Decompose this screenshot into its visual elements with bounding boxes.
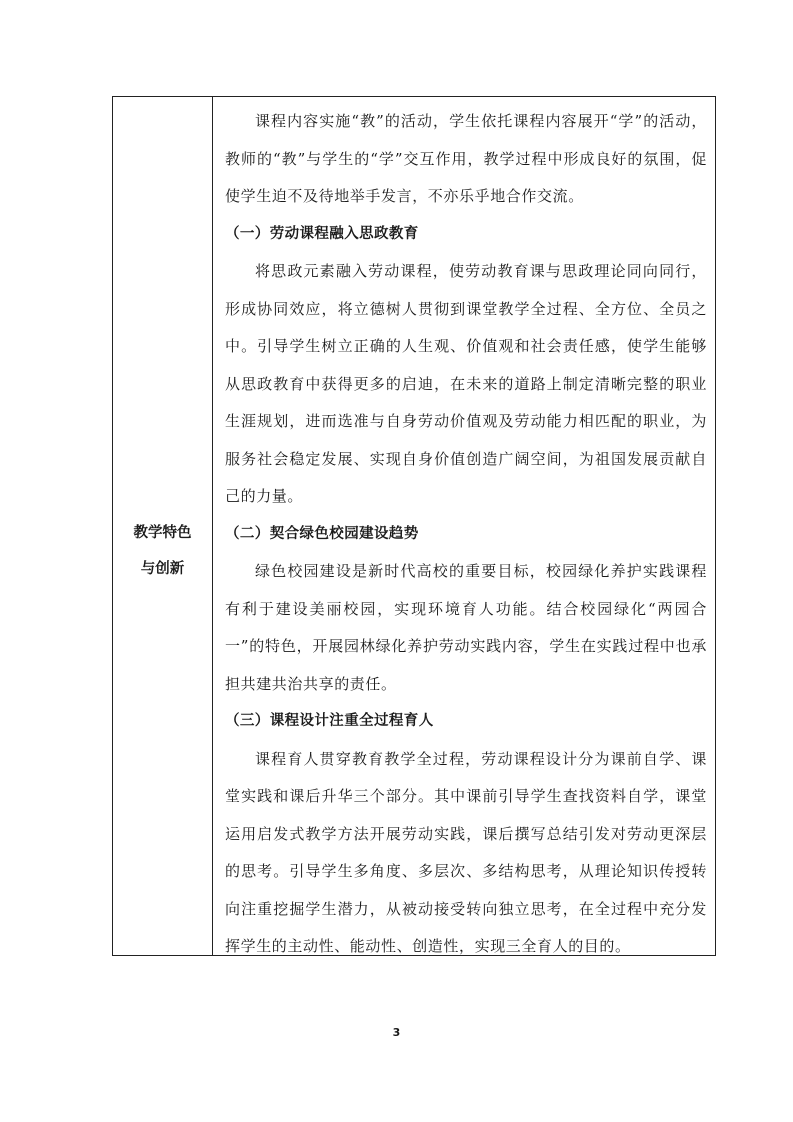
row-label-line-2: 与创新 <box>140 561 185 577</box>
row-label-line-1: 教学特色 <box>133 525 192 541</box>
section-paragraph-3: 课程育人贯穿教育教学全过程，劳动课程设计分为课前自学、课堂实践和课后升华三个部分。其中课前引导学生查找资料自学，课堂运用启发式教学方法开展劳动实践，课后撰写总结引发对劳动更深层的思考。引导学生多角度、多层次、多结构思考，从理论知识传授转向注重挖掘学生潜力，从被动接受转向独立思考，在全过程中充分发挥学生的主动性、能动性、创造性，实现三全育人的目的。 <box>225 749 707 955</box>
section-paragraph-1: 将思政元素融入劳动课程，使劳动教育课与思政理论同向同行，形成协同效应，将立德树人贯彻到课堂教学全过程、全方位、全员之中。引导学生树立正确的人生观、价值观和社会责任感，使学生能够从思政教育中获得更多的启迪，在未来的道路上制定清晰完整的职业生涯规划，进而选准与自身劳动价值观及劳动能力相匹配的职业，为服务社会稳定发展、实现自身价值创造广阔空间，为祖国发展贡献自己的力量。 <box>225 262 707 505</box>
row-label <box>134 515 192 587</box>
section-heading-2: （二）契合绿色校园建设趋势 <box>225 525 419 542</box>
page-number: 3 <box>392 1026 401 1039</box>
section-heading-1: （一）劳动课程融入思政教育 <box>225 225 419 242</box>
row-label-cell <box>113 97 213 955</box>
section-heading-3: （三）课程设计注重全过程育人 <box>225 713 434 729</box>
intro-paragraph: 课程内容实施“教”的活动，学生依托课程内容展开“学”的活动，教师的“教”与学生的“学”交互作用，教学过程中形成良好的氛围，促使学生迫不及待地举手发言，不亦乐乎地合作交流。 <box>225 112 707 205</box>
row-content-cell <box>213 97 715 955</box>
content-table <box>112 96 716 956</box>
section-paragraph-2: 绿色校园建设是新时代高校的重要目标，校园绿化养护实践课程有利于建设美丽校园，实现环境育人功能。结合校园绿化“两园合一”的特色，开展园林绿化养护劳动实践内容，学生在实践过程中也承担共建共治共享的责任。 <box>225 562 707 693</box>
